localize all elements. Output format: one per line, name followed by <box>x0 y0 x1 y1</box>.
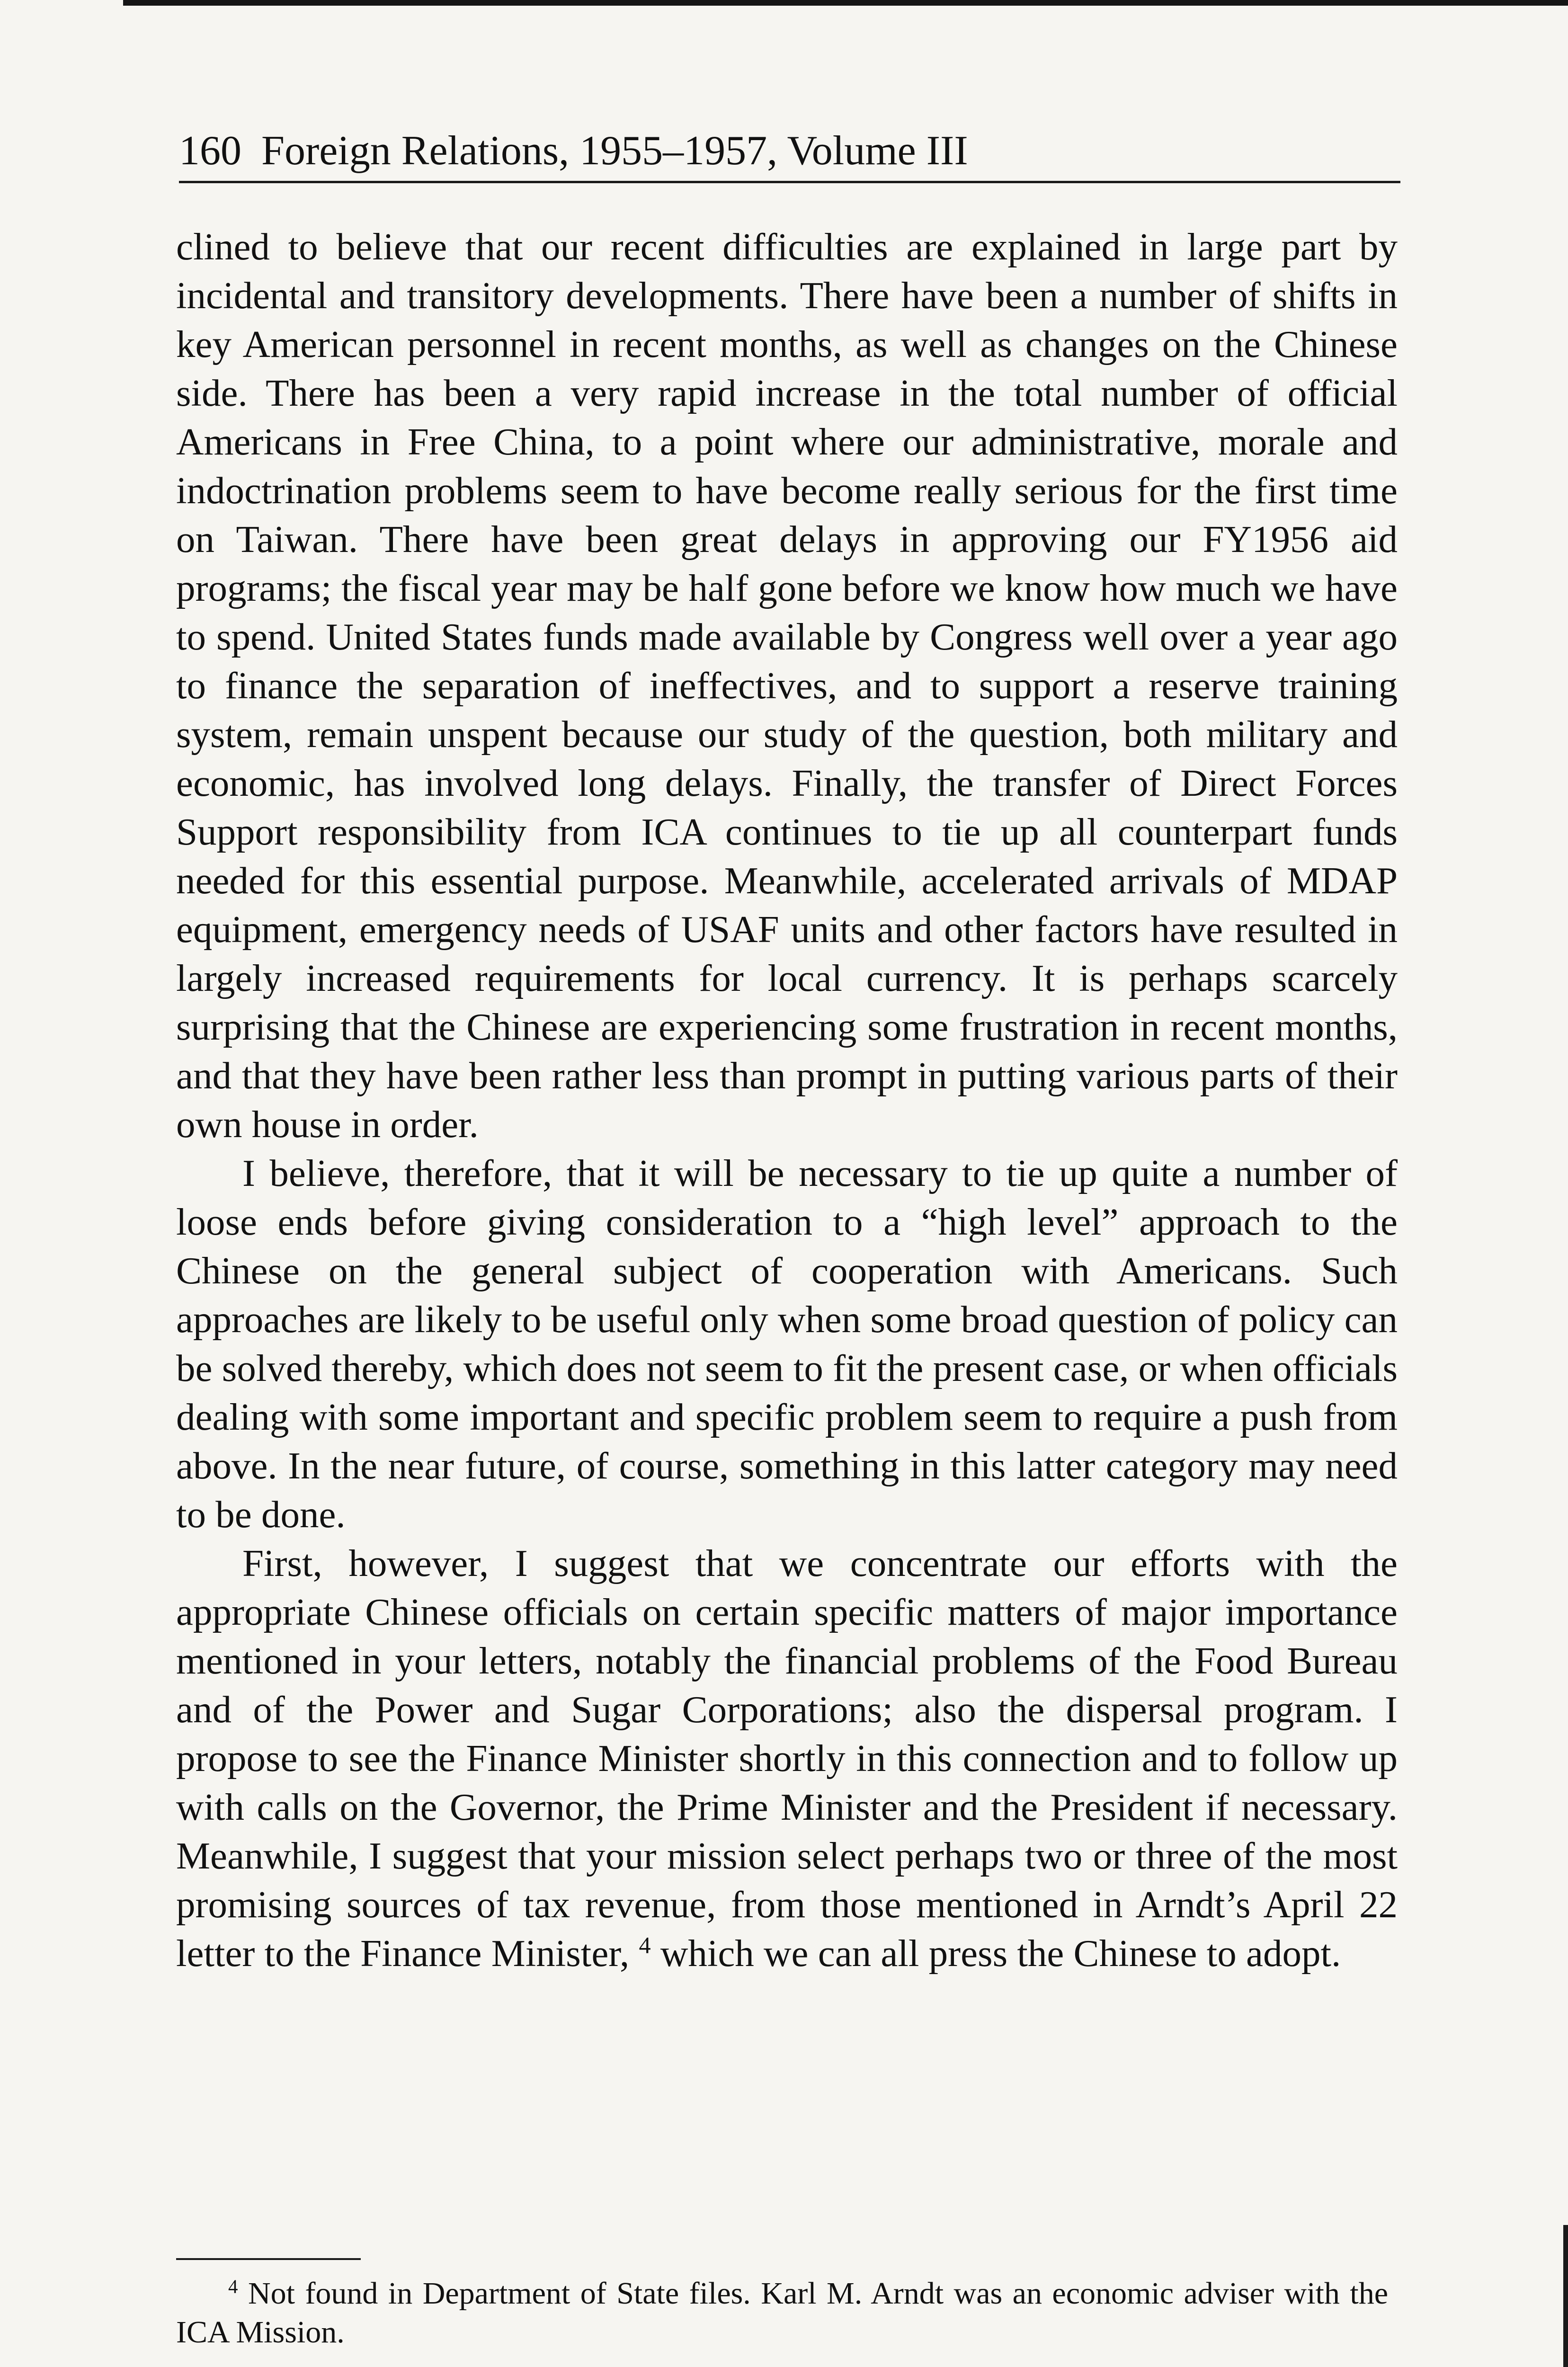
header-text <box>179 125 968 177</box>
footnote <box>176 2274 1388 2352</box>
footnote-paragraph <box>176 2274 1388 2352</box>
paragraph-tax-revenue-text: First, however, I suggest that we concentrate our efforts with the appropriate Chinese officials on certain specific matters of major importance mentioned in your letters, notably the financial problems of the Food Bureau and of the Power and Sugar Corporations; also the dispersal program. I propose to see the Finance Minister shortly in this connection and to follow up with calls on the Governor, the Prime Minister and the President if necessary. Meanwhile, I suggest that your mission select perhaps two or three of the most promising sources of tax revenue, from those mentioned in Arndt’s April 22 letter to the Finance Minister, <box>176 1542 1398 1975</box>
page-number: 160 <box>179 128 241 174</box>
footnote-marker: 4 <box>228 2276 238 2297</box>
running-header <box>179 124 1400 183</box>
footnote-divider <box>176 2258 361 2260</box>
running-title: Foreign Relations, 1955–1957, Volume III <box>261 128 968 174</box>
paragraph-high-level-approach: I believe, therefore, that it will be necessary to tie up quite a number of loose ends before giving consideration to a “high level” approach to the Chinese on the general subject of cooperation with Americans. Such approaches are likely to be useful only when some broad question of policy can be solved thereby, which does not seem to fit the present case, or when officials dealing with some important and specific problem seem to require a push from above. In the near future, of course, something in this latter category may need to be done. <box>176 1152 1398 1536</box>
paragraph-tax-revenue <box>176 1539 1398 1978</box>
body-text <box>176 222 1398 1978</box>
paragraph-continued: clined to believe that our recent difficulties are explained in large part by incidental and transitory developments. There have been a number of shifts in key American personnel in recent months, as well as changes on the Chinese side. There has been a very rapid increase in the total number of official Americans in Free China, to a point where our administrative, morale and indoctrination problems seem to have become really serious for the first time on Taiwan. There have been great delays in approving our FY1956 aid programs; the fiscal year may be half gone before we know how much we have to spend. United States funds made available by Congress well over a year ago to finance the separation of ineffectives, and to support a reserve training system, remain unspent because our study of the question, both military and economic, has involved long delays. Finally, the transfer of Direct Forces Support responsibility from ICA continues to tie up all counterpart funds needed for this essential purpose. Meanwhile, accelerated arrivals of MDAP equipment, emergency needs of USAF units and other factors have resulted in largely increased requirements for local currency. It is perhaps scarcely surprising that the Chinese are experiencing some frustration in recent months, and that they have been rather less than prompt in putting various parts of their own house in order. <box>176 225 1398 1146</box>
paragraph-tax-revenue-end: which we can all press the Chinese to adopt. <box>660 1932 1341 1975</box>
scan-shadow-right <box>1563 2225 1568 2367</box>
footnote-text: Not found in Department of State files. Karl M. Arndt was an economic adviser with the ICA Mission. <box>176 2276 1389 2349</box>
scan-shadow-top <box>123 0 1568 6</box>
footnote-reference[interactable]: 4 <box>639 1931 651 1958</box>
